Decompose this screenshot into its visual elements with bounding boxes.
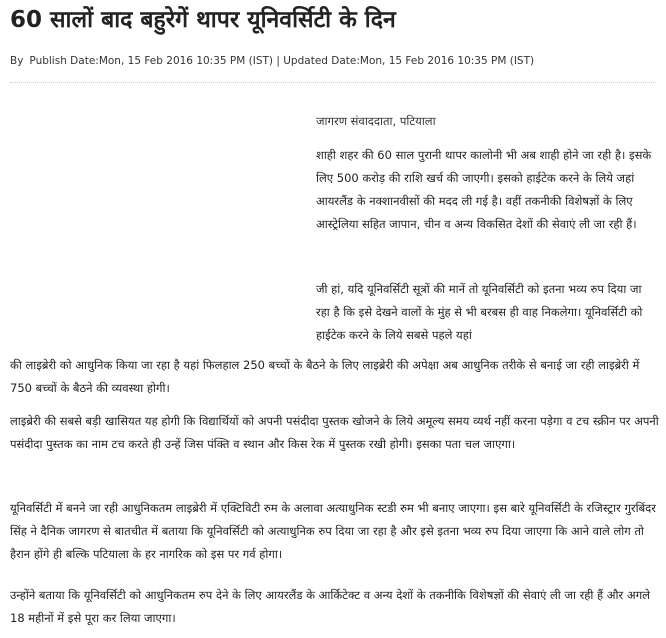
publish-date: Publish Date:Mon, 15 Feb 2016 10:35 PM (IST) (29, 55, 274, 67)
article-byline: जागरण संवाददाता, पटियाला (316, 114, 436, 128)
article-meta (10, 52, 660, 70)
updated-date: Updated Date:Mon, 15 Feb 2016 10:35 PM (IST) (283, 55, 535, 67)
meta-separator: | (276, 55, 280, 67)
article-paragraph-5: उन्होंने बताया कि यूनिवर्सिटी को आधुनिकतम रुप देने के लिए आयरलैंड के आर्किटेक्ट व अन्य देशों के तकनीकि विशेषज्ञों की सेवाएं ली जा रही हैं और अगले 18 महीनों में इसे पूरा कर लिया जाएगा। (10, 588, 650, 625)
article-paragraph-2: जी हां, यदि यूनिवर्सिटी सूत्रों की मानें तो यूनिवर्सिटी को इतना भव्य रुप दिया जा रहा है कि इसे देखने वालों के मुंह से भी बरबस ही वाह निकलेगा। यूनिवर्सिटी को हाईटेक करने के लिये सबसे पहले यहां (316, 282, 643, 342)
meta-divider (10, 82, 656, 83)
article-paragraph-4: यूनिवर्सिटी में बनने जा रही आधुनिकतम लाइब्रेरी में एक्टिविटी रुम के अलावा अत्याधुनिक स्टडी रुम भी बनाए जाएगा। इस बारे यूनिवर्सिटी के रजिस्ट्रार गुरबिंदर सिंह ने दैनिक जागरण से बातचीत में बताया कि यूनिवर्सिटी को अत्याधुनिक रुप दिया जा रहा है और इसे इतना भव्य रुप दिया जाएगा कि आने वाले लोग तो हैरान होंगे ही बल्कि पटियाला के हर नागरिक को इस पर गर्व होगा। (10, 501, 656, 561)
article-paragraph-1: शाही शहर की 60 साल पुरानी थापर कालोनी भी अब शाही होने जा रही है। इसके लिए 500 करोड़ की राशि खर्च की जाएगी। इसको हाईटेक करने के लिये जहां आयरलैंड के नक्शानवीसों की मदद ली गई है। वहीं तकनीकी विशेषज्ञों के लिए आस्ट्रेलिया सहित जापान, चीन व अन्य विकसित देशों की सेवाएं ली जा रही हैं। (316, 148, 652, 231)
by-label: By (10, 55, 24, 67)
article-paragraph-2-continued: की लाइब्रेरी को आधुनिक किया जा रहा है यहां फिलहाल 250 बच्चों के बैठने के लिए लाइब्रेरी की अपेक्षा अब आधुनिक तरीके से बनाई जा रही लाइब्रेरी में 750 बच्चों के बैठने की व्यवस्था होगी। (10, 358, 640, 395)
article-paragraph-3: लाइब्रेरी की सबसे बड़ी खासियत यह होगी कि विद्यार्थियों को अपनी पसंदीदा पुस्तक खोजने के लिये अमूल्य समय व्यर्थ नहीं करना पड़ेगा व टच स्क्रीन पर अपनी पसंदीदा पुस्तक का नाम टच करते ही उन्हें जिस पंक्ति व स्थान और किस रेक में पुस्तक रखी होगी। इसका पता चल जाएगा। (10, 414, 659, 451)
article-headline: 60 सालों बाद बहुरेगें थापर यूनिवर्सिटी के दिन (10, 7, 396, 33)
